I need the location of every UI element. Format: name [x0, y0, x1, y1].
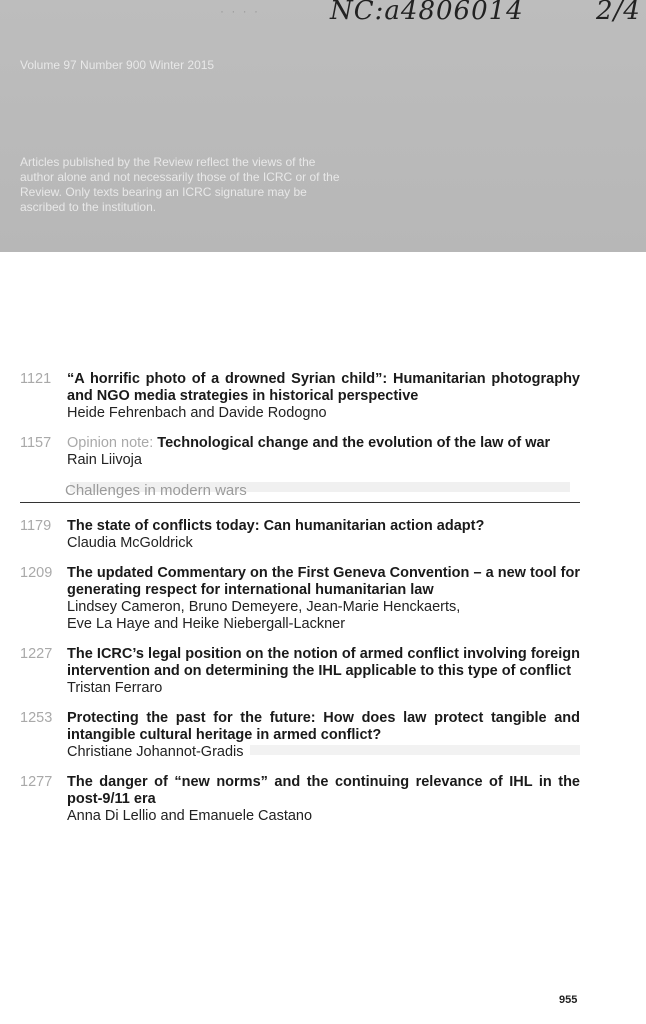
- handwritten-page-mark: 2/4: [596, 0, 641, 26]
- toc-page-number: 1179: [20, 518, 52, 534]
- toc-article-authors: Lindsey Cameron, Bruno Demeyere, Jean-Marie Henckaerts,: [67, 599, 461, 615]
- toc-article-title-text: The state of conflicts today: Can humanitarian action adapt?: [67, 518, 485, 534]
- section-heading: Challenges in modern wars: [20, 482, 580, 503]
- toc-page-number: 1277: [20, 774, 53, 790]
- toc-article-title: [67, 646, 580, 680]
- toc-article-title: [67, 565, 580, 599]
- toc-article-authors: Heide Fehrenbach and Davide Rodogno: [67, 405, 327, 421]
- toc-entry: [20, 646, 580, 697]
- handwritten-catalog-number: NC:a4806014: [330, 0, 524, 26]
- toc-entry: [20, 774, 580, 825]
- toc-entry: [20, 435, 580, 469]
- entries-section: [20, 518, 580, 825]
- toc-entry: [20, 371, 580, 422]
- toc-article-authors: Rain Liivoja: [67, 452, 142, 468]
- toc-entry: [20, 518, 580, 552]
- toc-page-number: 1157: [20, 435, 52, 451]
- toc-article-prefix: Opinion note:: [67, 435, 158, 451]
- toc-article-authors: Tristan Ferraro: [67, 680, 163, 696]
- disclaimer: Articles published by the Review reflect the views of the author alone and not necessarily those of the ICRC or of the Review. Only texts bearing an ICRC signature may be ascribed to the institution.: [20, 155, 340, 214]
- entries-top: [20, 371, 580, 469]
- toc-article-title: [67, 774, 580, 808]
- toc-article-title-text: Technological change and the evolution of the law of war: [157, 435, 551, 451]
- toc-article-title-text: “A horrific photo of a drowned Syrian child”: Humanitarian photography and NGO media strategies in historical perspective: [67, 371, 580, 404]
- toc-article-title-text: The ICRC’s legal position on the notion of armed conflict involving foreign intervention and on determining the IHL applicable to this type of conflict: [67, 646, 580, 679]
- toc-article-title: [67, 435, 580, 452]
- toc-article-title-text: The danger of “new norms” and the continuing relevance of IHL in the post-9/11 era: [67, 774, 580, 807]
- page-folio: 955: [559, 994, 578, 1006]
- toc-article-authors: Anna Di Lellio and Emanuele Castano: [67, 808, 313, 824]
- toc-article-title: [67, 710, 580, 744]
- toc-entry: [20, 710, 580, 761]
- toc-page-number: 1121: [20, 371, 52, 387]
- toc-article-title: [67, 518, 580, 535]
- toc-page-number: 1209: [20, 565, 53, 581]
- toc-article-authors: Christiane Johannot-Gradis: [67, 744, 244, 760]
- toc-article-title-text: The updated Commentary on the First Geneva Convention – a new tool for generating respect for international humanitarian law: [67, 565, 580, 598]
- issue-line: Volume 97 Number 900 Winter 2015: [20, 58, 215, 72]
- toc-article-title-text: Protecting the past for the future: How does law protect tangible and intangible cultural heritage in armed conflict?: [67, 710, 580, 743]
- faint-stamp: · · · ·: [220, 4, 260, 18]
- toc-page-number: 1227: [20, 646, 53, 662]
- toc-article-title: [67, 371, 580, 405]
- toc-article-authors: Eve La Haye and Heike Niebergall-Lackner: [67, 616, 346, 632]
- toc-page-number: 1253: [20, 710, 53, 726]
- toc-article-authors: Claudia McGoldrick: [67, 535, 193, 551]
- table-of-contents: [20, 371, 580, 838]
- toc-entry: [20, 565, 580, 633]
